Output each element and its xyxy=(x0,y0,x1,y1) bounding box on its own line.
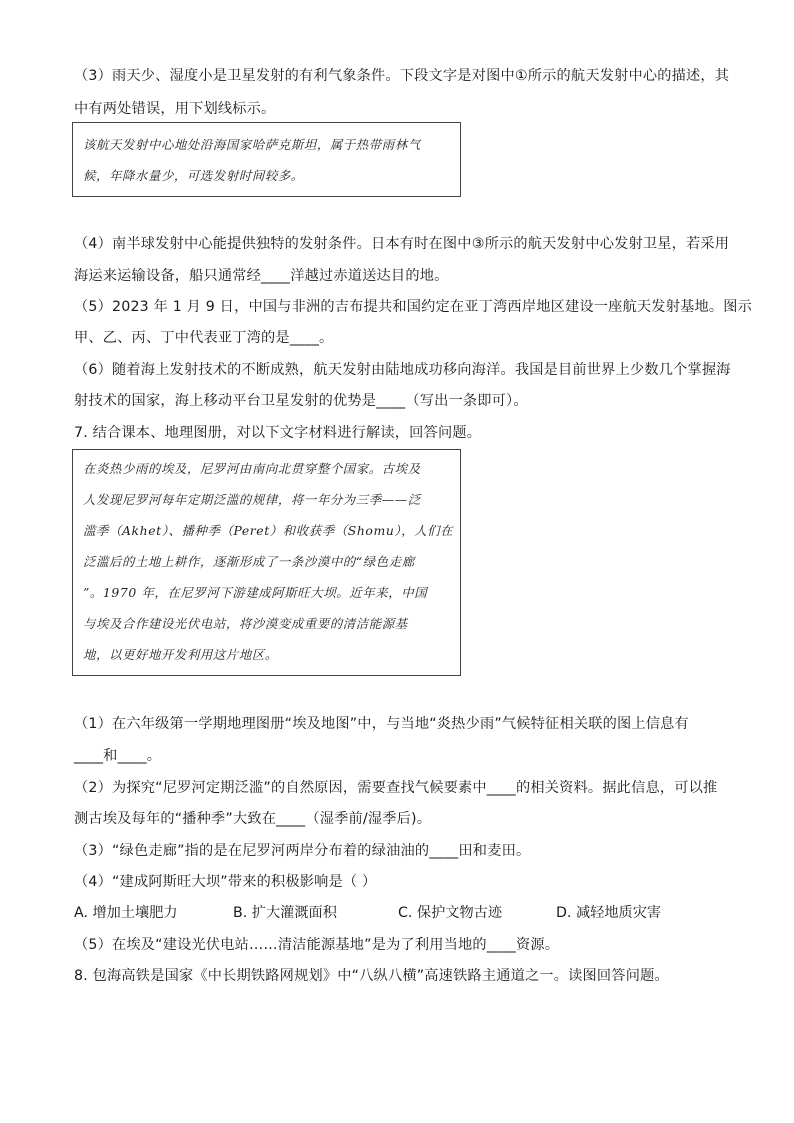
q7-intro: 7. 结合课本、地理图册，对以下文字材料进行解读，回答问题。 xyxy=(74,425,482,441)
q7-sub4: （4）“建成阿斯旺大坝”带来的积极影响是（ ） xyxy=(74,874,377,890)
q6-part4-line2: 海运来运输设备，船只通常经____洋越过赤道送达目的地。 xyxy=(74,268,449,284)
q6-part6-line1: （6）随着海上发射技术的不断成熟，航天发射由陆地成功移向海洋。我国是目前世界上少数几个掌握海 xyxy=(74,362,731,378)
q6-quote-line-2: 候，年降水量少，可选发射时间较多。 xyxy=(83,168,304,183)
q6-quote-box xyxy=(72,122,461,197)
q8-intro: 8. 包海高铁是国家《中长期铁路网规划》中“八纵八横”高速铁路主通道之一。读图回答问题。 xyxy=(74,968,669,984)
q7-material-box xyxy=(72,449,461,676)
q6-part5-line1: （5）2023 年 1 月 9 日，中国与非洲的吉布提共和国约定在亚丁湾西岸地区建设一座航天发射基地。图示 xyxy=(74,299,753,315)
q6-part3-line1: （3）雨天少、湿度小是卫星发射的有利气象条件。下段文字是对图中①所示的航天发射中心的描述，其 xyxy=(74,68,730,84)
q6-quote-line-1: 该航天发射中心地处沿海国家哈萨克斯坦，属于热带雨林气 xyxy=(83,137,421,152)
q7-option-c: C. 保护文物古迹 xyxy=(398,905,503,921)
q6-part5-line2: 甲、乙、丙、丁中代表亚丁湾的是____。 xyxy=(74,330,334,346)
q7-material-line-5: ”。1970 年，在尼罗河下游建成阿斯旺大坝。近年来，中国 xyxy=(83,585,428,600)
q7-sub3: （3）“绿色走廊”指的是在尼罗河两岸分布着的绿油油的____田和麦田。 xyxy=(74,843,531,859)
q7-sub2-line1: （2）为探究“尼罗河定期泛滥”的自然原因，需要查找气候要素中____的相关资料。据此信息，可以推 xyxy=(74,780,718,796)
q7-option-b: B. 扩大灌溉面积 xyxy=(233,905,337,921)
q7-sub1-line2: ____和____。 xyxy=(74,748,162,764)
q6-part3-line2: 中有两处错误，用下划线标示。 xyxy=(74,101,276,117)
q7-material-line-7: 地，以更好地开发利用这片地区。 xyxy=(83,647,278,662)
q7-material-line-1: 在炎热少雨的埃及，尼罗河由南向北贯穿整个国家。古埃及 xyxy=(83,461,421,476)
q7-material-line-3: 滥季（Akhet）、播种季（Peret）和收获季（Shomu），人们在 xyxy=(83,523,454,538)
q7-option-a: A. 增加土壤肥力 xyxy=(74,905,178,921)
q7-material-line-6: 与埃及合作建设光伏电站，将沙漠变成重要的清洁能源基 xyxy=(83,616,408,631)
q7-material-line-4: 泛滥后的土地上耕作，逐渐形成了一条沙漠中的“绿色走廊 xyxy=(83,554,415,569)
q6-part6-line2: 射技术的国家，海上移动平台卫星发射的优势是____（写出一条即可）。 xyxy=(74,393,528,409)
q7-sub1-line1: （1）在六年级第一学期地理图册“埃及地图”中，与当地“炎热少雨”气候特征相关联的图上信息有 xyxy=(74,716,689,732)
q7-material-line-2: 人发现尼罗河每年定期泛滥的规律，将一年分为三季——泛 xyxy=(83,492,421,507)
q6-part4-line1: （4）南半球发射中心能提供独特的发射条件。日本有时在图中③所示的航天发射中心发射卫星，若采用 xyxy=(74,236,730,252)
q7-sub5: （5）在埃及“建设光伏电站……清洁能源基地”是为了利用当地的____资源。 xyxy=(74,937,560,953)
q7-sub2-line2: 测古埃及每年的“播种季”大致在____（湿季前/湿季后)。 xyxy=(74,811,432,827)
q7-option-d: D. 减轻地质灾害 xyxy=(556,905,662,921)
